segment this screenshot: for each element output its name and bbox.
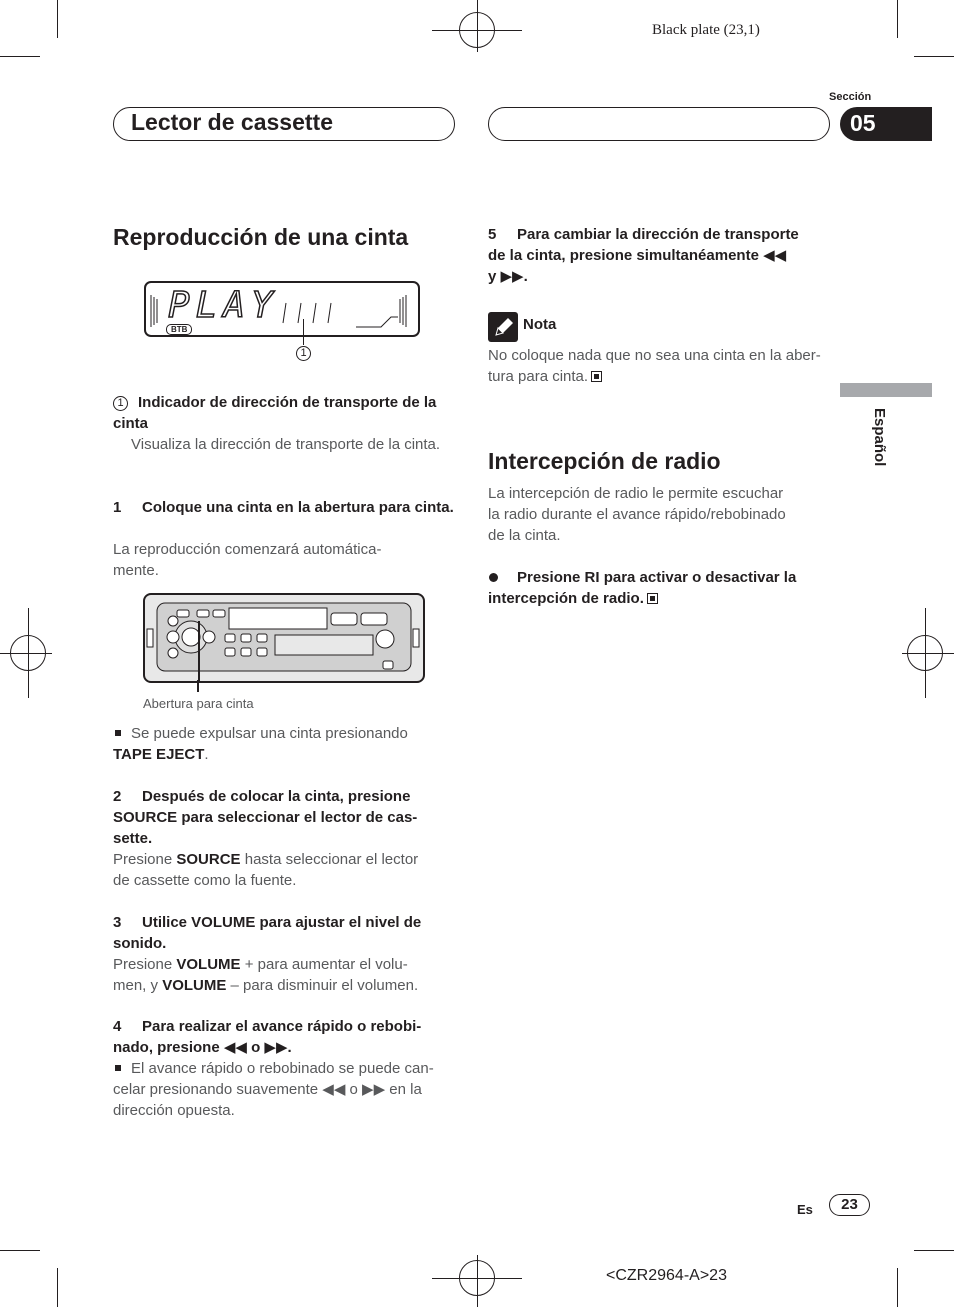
step3-desc-f: – para disminuir el volumen. — [226, 977, 419, 994]
step3-desc-c: + para aumentar el volu- — [240, 956, 408, 973]
step1-desc — [113, 539, 381, 581]
side-tab-label: Español — [871, 408, 888, 467]
step2-desc-a: Presione — [113, 851, 177, 868]
step2-desc-c: hasta seleccionar el lector — [240, 851, 419, 868]
step3-desc — [113, 954, 458, 996]
footer-lang: Es — [797, 1202, 813, 1217]
step2-title — [113, 786, 458, 849]
step3-number: 3 — [113, 914, 122, 931]
lcd-small-label: BTB — [166, 324, 192, 335]
ri-intro-c: de la cinta. — [488, 527, 561, 544]
bullet-square — [115, 730, 121, 736]
callout-number: 1 — [113, 396, 128, 411]
callout-title — [113, 392, 458, 434]
step2-number: 2 — [113, 788, 122, 805]
plate-label: Black plate (23,1) — [652, 22, 760, 38]
step3-title-text: Utilice VOLUME para ajustar el nivel de sonido. — [113, 914, 422, 952]
step5-title-b: de la cinta, presione simultanéamente ◀◀ — [488, 247, 787, 264]
chapter-title: Lector de cassette — [131, 109, 333, 135]
note-label: Nota — [523, 316, 557, 333]
ri-bullet — [488, 567, 833, 609]
slot-leader-line — [197, 680, 199, 692]
section-number: 05 — [850, 110, 876, 136]
bullet-dot-icon — [489, 573, 498, 582]
step5-title-a: Para cambiar la dirección de transporte — [517, 226, 799, 243]
empty-pill — [488, 107, 830, 141]
step3-desc-key1: VOLUME — [176, 956, 241, 973]
note-text-a: No coloque nada que no sea una cinta en la aber- — [488, 347, 821, 364]
step2-desc-key: SOURCE — [176, 851, 241, 868]
lcd-callout-number: 1 — [296, 346, 311, 361]
eject-note — [113, 723, 458, 765]
step4-note — [113, 1058, 458, 1121]
step4-note-c: dirección opuesta. — [113, 1102, 235, 1119]
eject-note-text: Se puede expulsar una cinta presionando — [131, 725, 408, 742]
step4-title-b: nado, presione ◀◀ o ▶▶. — [113, 1039, 292, 1056]
step4-title-a: Para realizar el avance rápido o rebobi- — [142, 1018, 422, 1035]
ri-bullet-a: Presione RI para activar o desactivar la — [517, 569, 797, 586]
step1-desc-line-b: mente. — [113, 562, 159, 579]
note-text-b: tura para cinta. — [488, 368, 589, 385]
right-title: Intercepción de radio — [488, 448, 721, 474]
left-title: Reproducción de una cinta — [113, 224, 409, 250]
step4-title — [113, 1016, 458, 1058]
step3-title — [113, 912, 458, 954]
callout-title-text: Indicador de dirección de transporte de la cinta — [113, 394, 437, 432]
ri-intro-b: la radio durante el avance rápido/rebobinado — [488, 506, 786, 523]
step3-desc-d: men, y — [113, 977, 163, 994]
ri-intro-a: La intercepción de radio le permite escuchar — [488, 485, 784, 502]
step4-note-a: El avance rápido o rebobinado se puede can- — [131, 1060, 434, 1077]
eject-note-end: . — [204, 746, 209, 763]
bullet-square — [115, 1065, 121, 1071]
lcd-text: PLAY — [168, 285, 279, 326]
page-number: 23 — [841, 1196, 858, 1213]
step2-title-b: SOURCE para seleccionar el lector de cas- — [113, 809, 418, 826]
step2-desc-d: de cassette como la fuente. — [113, 872, 297, 889]
step1-desc-line-a: La reproducción comenzará automática- — [113, 541, 382, 558]
section-number-tab — [840, 107, 932, 141]
step1-title — [113, 497, 458, 518]
end-mark-icon — [647, 593, 658, 604]
ri-intro — [488, 483, 833, 546]
step4-number: 4 — [113, 1018, 122, 1035]
doc-code: <CZR2964-A>23 — [606, 1267, 727, 1284]
end-mark-icon — [591, 371, 602, 382]
lcd-leader-line — [303, 319, 304, 345]
step2-desc — [113, 849, 458, 891]
step4-note-b: celar presionando suavemente ◀◀ o ▶▶ en la — [113, 1081, 422, 1098]
step3-desc-a: Presione — [113, 956, 177, 973]
note-text — [488, 345, 833, 387]
step5-title-c: y ▶▶. — [488, 268, 528, 285]
head-unit-graphic — [145, 595, 423, 681]
step3-desc-key2: VOLUME — [162, 977, 227, 994]
page-number-pill — [829, 1194, 870, 1216]
section-label: Sección — [829, 91, 872, 103]
head-unit — [143, 593, 425, 683]
lcd-display — [144, 281, 420, 337]
slot-caption: Abertura para cinta — [143, 696, 254, 711]
note-icon — [488, 312, 518, 342]
step2-title-c: sette. — [113, 830, 153, 847]
ri-bullet-b: intercepción de radio. — [488, 590, 644, 607]
callout-desc: Visualiza la dirección de transporte de la cinta. — [131, 436, 441, 453]
step2-title-a: Después de colocar la cinta, presione — [142, 788, 411, 805]
pencil-icon — [488, 312, 518, 342]
step5-number: 5 — [488, 226, 497, 243]
step1-title-text: Coloque una cinta en la abertura para cinta. — [142, 499, 454, 516]
eject-key: TAPE EJECT — [113, 746, 205, 763]
step1-number: 1 — [113, 499, 122, 516]
step5-title — [488, 224, 833, 287]
side-tab-bar — [840, 383, 932, 397]
